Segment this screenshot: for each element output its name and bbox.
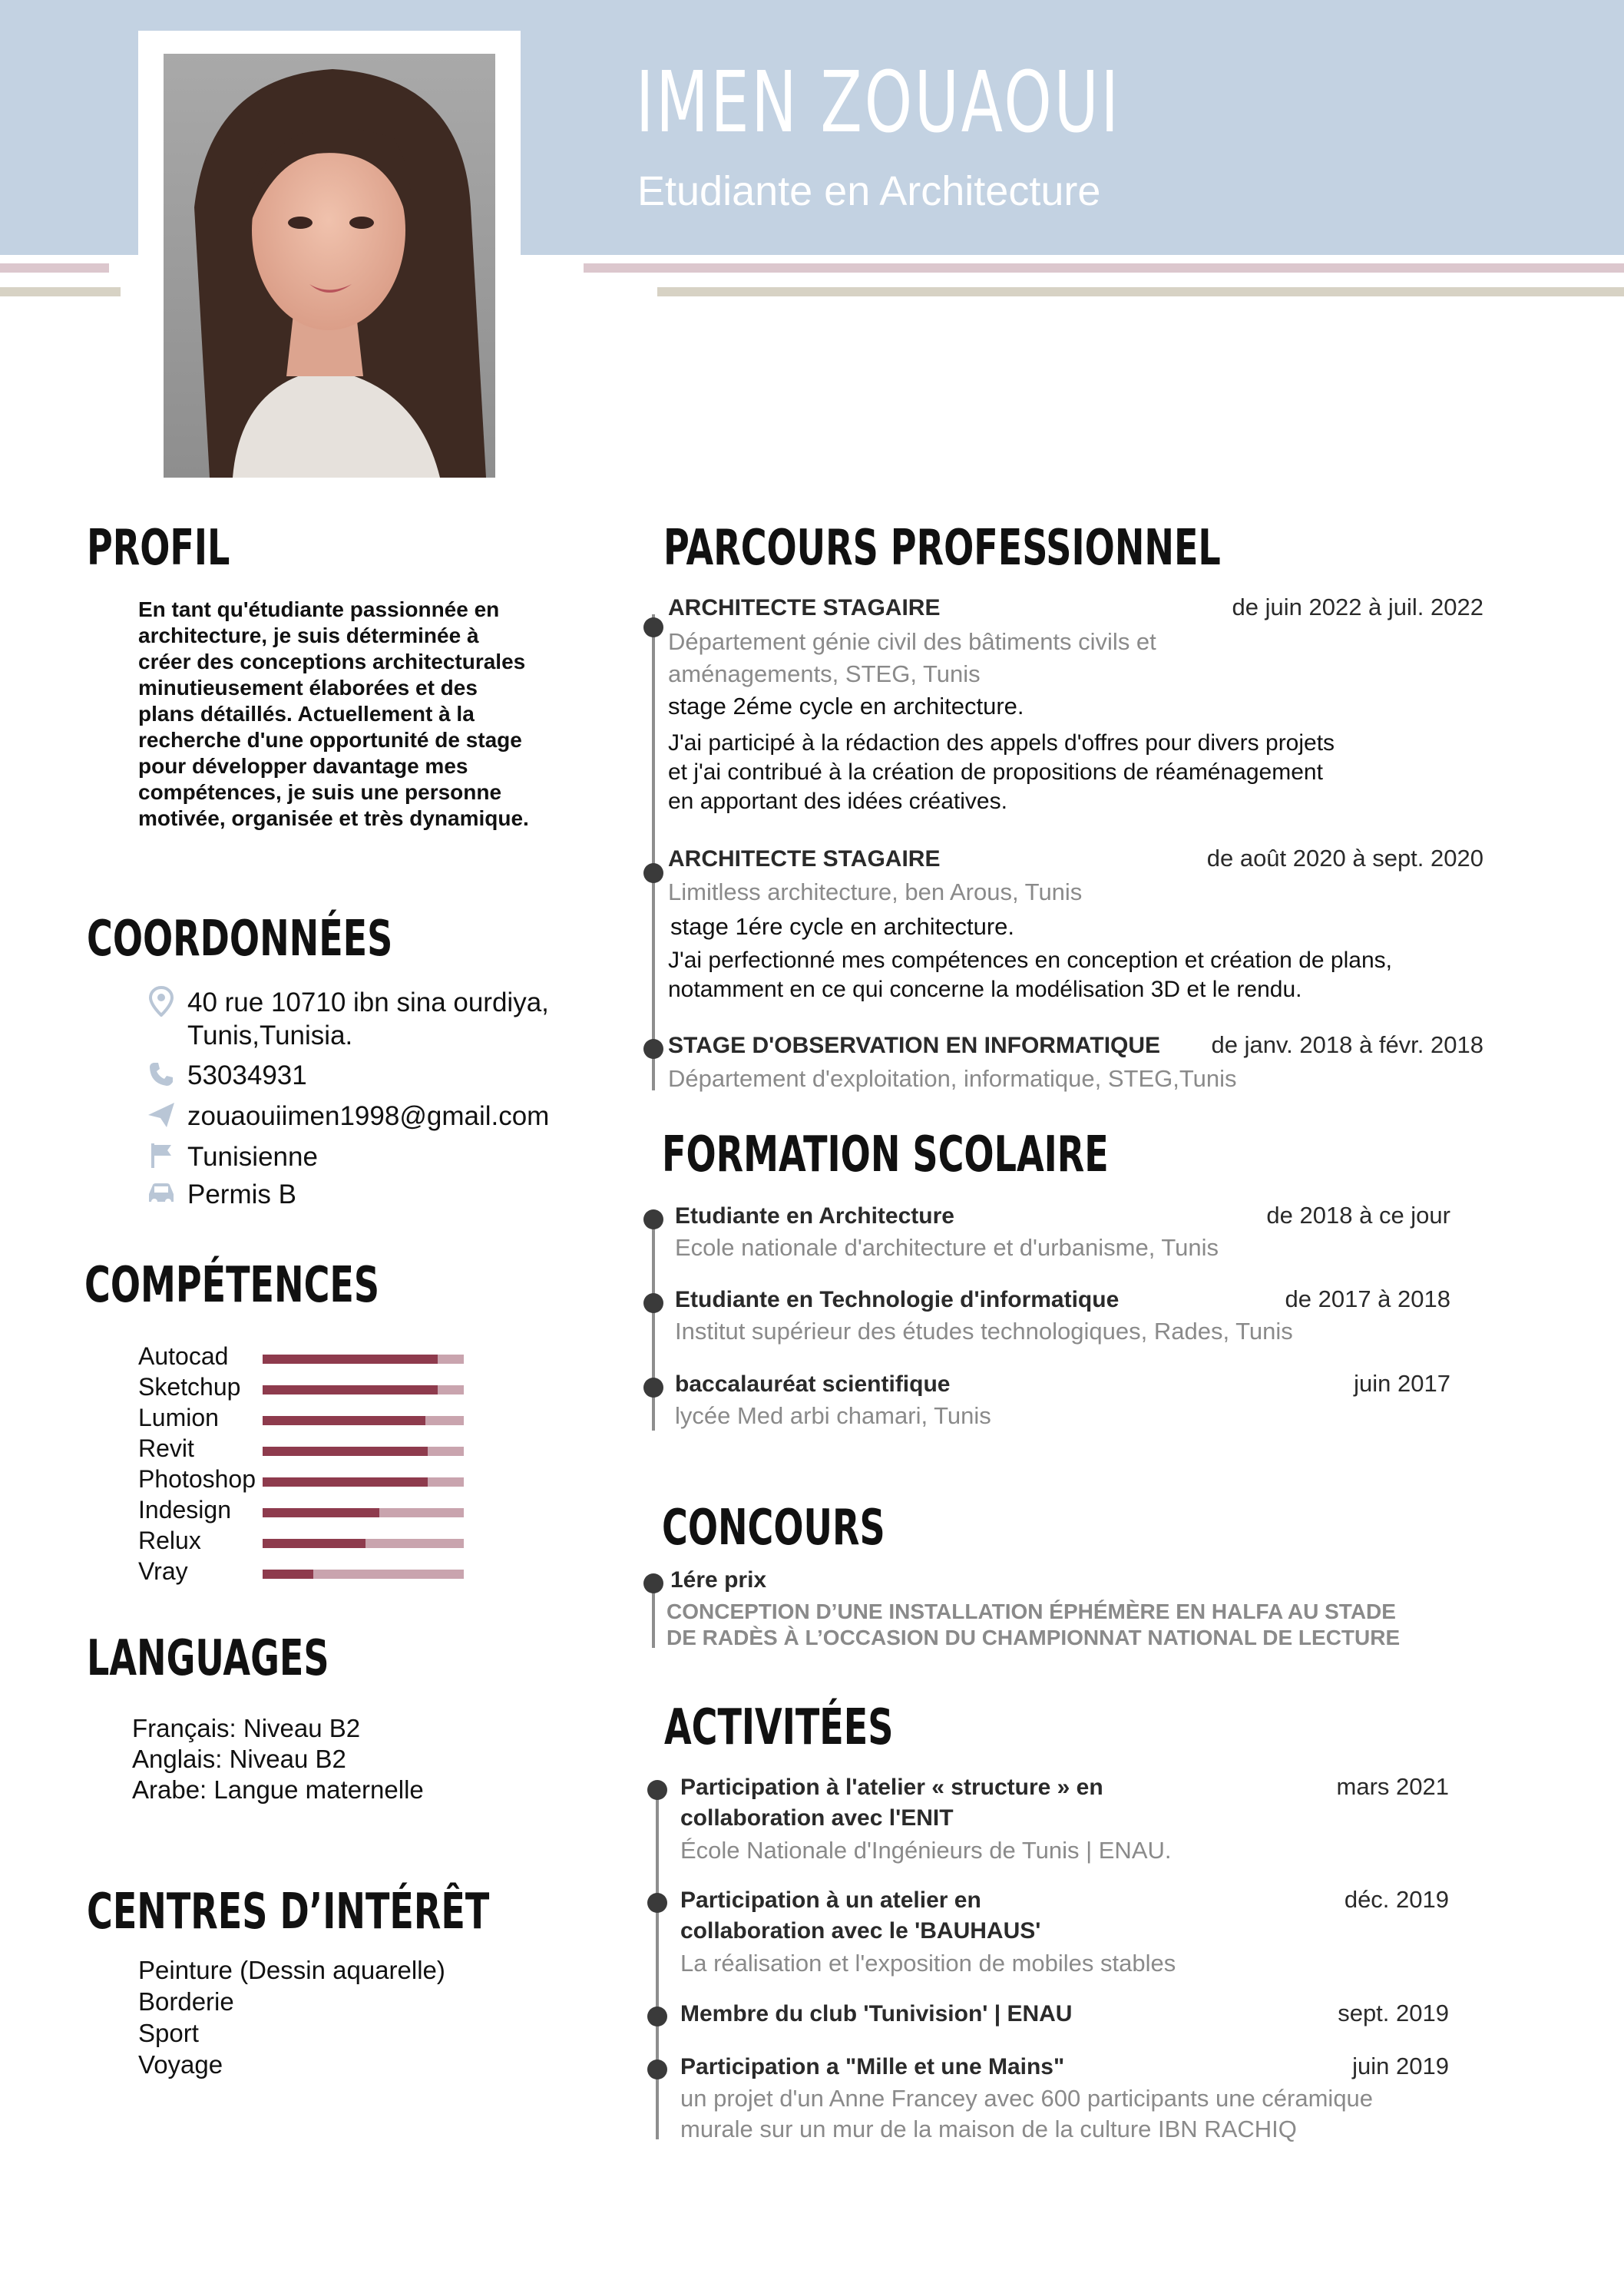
- activity-title: Participation a "Mille et une Mains": [680, 2054, 1065, 2079]
- timeline-dot: [643, 617, 663, 637]
- profile-photo: [164, 54, 495, 478]
- job-company: Département d'exploitation, informatique, STEG,Tunis: [668, 1065, 1237, 1092]
- skill-bar-fill: [263, 1477, 428, 1487]
- job-date: de août 2020 à sept. 2020: [1206, 845, 1483, 872]
- job-note: stage 1ére cycle en architecture.: [670, 913, 1015, 940]
- activity-date: mars 2021: [1336, 1773, 1449, 1800]
- timeline-dot: [647, 2007, 667, 2026]
- timeline-dot: [643, 1209, 663, 1229]
- contact-phone: [146, 1059, 307, 1093]
- contact-address: [146, 986, 549, 1050]
- skill-bar-track: [263, 1570, 464, 1579]
- interets-title: CENTRES D’INTÉRÊT: [87, 1884, 490, 1940]
- activity-detail: murale sur un mur de la maison de la culture IBN RACHIQ: [680, 2116, 1297, 2142]
- address-line1: 40 rue 10710 ibn sina ourdiya,: [187, 988, 549, 1017]
- skill-bar-track: [263, 1539, 464, 1548]
- language-item: Français: Niveau B2: [132, 1714, 361, 1742]
- skill-bar-fill: [263, 1570, 313, 1579]
- timeline-dot: [643, 1378, 663, 1398]
- formation-school: Institut supérieur des études technologiques, Rades, Tunis: [675, 1318, 1293, 1345]
- parcours-title: PARCOURS PROFESSIONNEL: [663, 520, 1221, 577]
- skill-bar-fill: [263, 1416, 425, 1425]
- formation-degree: Etudiante en Architecture: [675, 1203, 954, 1229]
- address-line2: Tunis,Tunisia.: [187, 1021, 353, 1050]
- license-text: Permis B: [187, 1179, 296, 1209]
- car-icon: [146, 1178, 177, 1209]
- skill-bar-fill: [263, 1355, 438, 1364]
- skill-bar-track: [263, 1477, 464, 1487]
- formation-date: juin 2017: [1354, 1370, 1450, 1397]
- formation-school: Ecole nationale d'architecture et d'urbanisme, Tunis: [675, 1234, 1219, 1261]
- phone-icon: [146, 1059, 177, 1090]
- timeline-dot: [643, 1039, 663, 1059]
- skill-bar-track: [263, 1447, 464, 1456]
- job-date: de janv. 2018 à févr. 2018: [1211, 1031, 1483, 1058]
- activity-date: sept. 2019: [1338, 2000, 1449, 2026]
- job-description: et j'ai contribué à la création de propositions de réaménagement: [668, 759, 1323, 785]
- email-text[interactable]: zouaouiimen1998@gmail.com: [187, 1101, 550, 1131]
- activity-date: juin 2019: [1352, 2053, 1449, 2079]
- job-company: Département génie civil des bâtiments civils et: [668, 628, 1156, 655]
- skill-bar-track: [263, 1355, 464, 1364]
- skill-bar-track: [263, 1508, 464, 1517]
- stripe-right-beige: [657, 287, 1624, 296]
- activity-detail: un projet d'un Anne Francey avec 600 participants une céramique: [680, 2085, 1374, 2112]
- activity-detail: La réalisation et l'exposition de mobiles stables: [680, 1950, 1176, 1977]
- contact-email: [146, 1100, 549, 1133]
- contact-license: [146, 1178, 296, 1212]
- phone-text: 53034931: [187, 1060, 307, 1090]
- skill-name: Indesign: [138, 1496, 231, 1523]
- send-icon: [146, 1100, 177, 1130]
- skill-bar-track: [263, 1416, 464, 1425]
- activites-timeline: [656, 1789, 659, 2139]
- skill-name: Sketchup: [138, 1373, 241, 1401]
- formation-degree: baccalauréat scientifique: [675, 1371, 951, 1397]
- activity-title: Membre du club 'Tunivision' | ENAU: [680, 2001, 1073, 2026]
- concours-timeline: [652, 1590, 655, 1648]
- formation-school: lycée Med arbi chamari, Tunis: [675, 1402, 991, 1429]
- timeline-dot: [647, 1780, 667, 1800]
- language-item: Arabe: Langue maternelle: [132, 1775, 424, 1804]
- activity-date: déc. 2019: [1344, 1886, 1449, 1913]
- job-description: notamment en ce qui concerne la modélisation 3D et le rendu.: [668, 977, 1302, 1002]
- languages-title: LANGUAGES: [87, 1630, 329, 1687]
- formation-date: de 2018 à ce jour: [1266, 1202, 1450, 1229]
- activity-title: Participation à l'atelier « structure » en: [680, 1775, 1103, 1800]
- formation-degree: Etudiante en Technologie d'informatique: [675, 1287, 1120, 1312]
- formation-timeline: [652, 1217, 655, 1431]
- formation-date: de 2017 à 2018: [1285, 1285, 1450, 1312]
- activites-title: ACTIVITÉES: [664, 1699, 894, 1756]
- activity-title: collaboration avec le 'BAUHAUS': [680, 1918, 1041, 1944]
- applicant-name: IMEN ZOUAOUI: [636, 53, 1121, 151]
- skill-name: Revit: [138, 1434, 194, 1462]
- coordonnees-title: COORDONNÉES: [87, 911, 393, 968]
- skill-bar-fill: [263, 1508, 379, 1517]
- job-company: Limitless architecture, ben Arous, Tunis: [668, 878, 1083, 905]
- job-description: en apportant des idées créatives.: [668, 789, 1007, 814]
- job-description: J'ai perfectionné mes compétences en conception et création de plans,: [668, 948, 1392, 973]
- skill-name: Autocad: [138, 1342, 229, 1370]
- job-title: ARCHITECTE STAGAIRE: [668, 595, 941, 620]
- concours-title: CONCOURS: [662, 1500, 885, 1557]
- stripe-right-pink: [584, 263, 1624, 273]
- formation-title: FORMATION SCOLAIRE: [662, 1126, 1109, 1183]
- skill-name: Lumion: [138, 1404, 219, 1431]
- nationality-text: Tunisienne: [187, 1142, 318, 1172]
- interest-item: Peinture (Dessin aquarelle): [138, 1956, 445, 1984]
- timeline-dot: [643, 1293, 663, 1313]
- location-icon: [146, 986, 177, 1017]
- job-note: stage 2éme cycle en architecture.: [668, 693, 1024, 720]
- parcours-timeline: [652, 614, 655, 1090]
- timeline-dot: [647, 1893, 667, 1913]
- activity-detail: École Nationale d'Ingénieurs de Tunis | ENAU.: [680, 1837, 1172, 1864]
- skill-bar-fill: [263, 1447, 428, 1456]
- interest-item: Borderie: [138, 1987, 234, 2016]
- concours-description: CONCEPTION D’UNE INSTALLATION ÉPHÉMÈRE EN HALFA AU STADE: [666, 1600, 1396, 1623]
- job-description: J'ai participé à la rédaction des appels d'offres pour divers projets: [668, 730, 1335, 756]
- skill-name: Relux: [138, 1527, 201, 1554]
- timeline-dot: [643, 863, 663, 883]
- timeline-dot: [647, 2059, 667, 2079]
- skill-bar-fill: [263, 1539, 365, 1548]
- language-item: Anglais: Niveau B2: [132, 1745, 346, 1773]
- flag-icon: [146, 1140, 177, 1171]
- concours-prize: 1ére prix: [670, 1567, 767, 1593]
- competences-title: COMPÉTENCES: [84, 1257, 380, 1314]
- stripe-left-pink: [0, 263, 109, 273]
- interest-item: Sport: [138, 2019, 199, 2047]
- job-date: de juin 2022 à juil. 2022: [1232, 594, 1483, 620]
- timeline-dot: [643, 1573, 663, 1593]
- skill-bar-fill: [263, 1385, 438, 1394]
- contact-nationality: [146, 1140, 318, 1174]
- profil-text: En tant qu'étudiante passionnée en architecture, je suis déterminée à créer des conceptions architecturales minutieusement élaborées et des plans détaillés. Actuellement à la recherche d'une opportunité de stage pour développer davantage mes compétences, je suis une personne motivée, organisée et très dynamique.: [138, 597, 529, 830]
- activity-title: collaboration avec l'ENIT: [680, 1805, 954, 1831]
- skill-bar-track: [263, 1385, 464, 1394]
- activity-title: Participation à un atelier en: [680, 1887, 981, 1913]
- interest-item: Voyage: [138, 2050, 223, 2079]
- stripe-left-beige: [0, 287, 121, 296]
- skill-name: Vray: [138, 1557, 188, 1585]
- job-company: aménagements, STEG, Tunis: [668, 660, 981, 687]
- profil-title: PROFIL: [87, 520, 230, 577]
- applicant-subtitle: Etudiante en Architecture: [637, 168, 1101, 214]
- skill-name: Photoshop: [138, 1465, 256, 1493]
- concours-description: DE RADÈS À L’OCCASION DU CHAMPIONNAT NATIONAL DE LECTURE: [666, 1626, 1401, 1649]
- job-title: ARCHITECTE STAGAIRE: [668, 846, 941, 872]
- job-title: STAGE D'OBSERVATION EN INFORMATIQUE: [668, 1033, 1161, 1058]
